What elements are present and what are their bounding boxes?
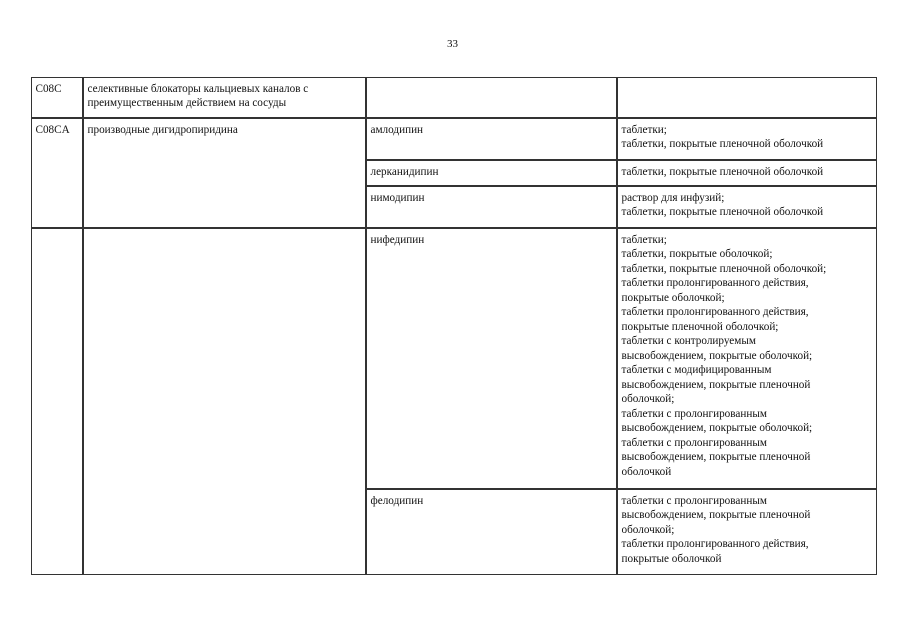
drug-name: нимодипин: [370, 191, 425, 204]
dosage-form-line: таблетки с контролируемым: [621, 335, 756, 347]
dosage-form-cell: [617, 77, 877, 118]
dosage-form-cell: [617, 118, 877, 160]
dosage-form-line: таблетки с пролонгированным: [621, 407, 767, 420]
atc-code: C08C: [35, 82, 62, 95]
atc-group-line: селективные блокаторы кальциевых каналов с: [87, 82, 309, 95]
atc-group-cell: [83, 118, 366, 228]
dosage-form-line: таблетки пролонгированного действия,: [621, 538, 809, 550]
atc-group-line: производные дигидропиридина: [87, 123, 238, 136]
drug-name-cell: [366, 489, 617, 575]
dosage-form-line: таблетки с модифицированным: [621, 364, 772, 376]
dosage-form-line: высвобождением, покрытые пленочной: [621, 509, 811, 521]
dosage-form-line: раствор для инфузий;: [621, 191, 725, 204]
atc-code: C08CA: [35, 123, 70, 136]
drug-name-cell: [366, 118, 617, 160]
atc-code-cell: [31, 118, 83, 228]
dosage-form-line: таблетки с пролонгированным: [621, 494, 767, 507]
dosage-form-line: таблетки с пролонгированным: [621, 436, 767, 449]
dosage-form-line: оболочкой;: [621, 393, 675, 405]
atc-group-line: преимущественным действием на сосуды: [87, 97, 287, 109]
dosage-form-line: таблетки, покрытые пленочной оболочкой: [621, 165, 824, 178]
drug-name-cell: [366, 77, 617, 118]
drug-name-cell: [366, 186, 617, 228]
atc-group-cell: [83, 228, 366, 575]
atc-group-cell: [83, 77, 366, 118]
drug-name-cell: [366, 228, 617, 489]
dosage-form-line: таблетки пролонгированного действия,: [621, 306, 809, 318]
dosage-form-line: оболочкой;: [621, 523, 675, 536]
dosage-form-line: таблетки, покрытые пленочной оболочкой;: [621, 262, 827, 275]
dosage-form-line: высвобождением, покрытые оболочкой;: [621, 422, 813, 434]
dosage-form-line: покрытые оболочкой;: [621, 291, 725, 304]
dosage-form-line: таблетки, покрытые пленочной оболочкой: [621, 138, 824, 150]
dosage-form-line: таблетки пролонгированного действия,: [621, 277, 809, 289]
drug-name-cell: [366, 160, 617, 186]
drug-name: фелодипин: [370, 494, 424, 507]
page-number: 33: [447, 38, 458, 50]
dosage-form-line: таблетки, покрытые оболочкой;: [621, 248, 773, 260]
dosage-form-cell: [617, 186, 877, 228]
dosage-form-line: покрытые пленочной оболочкой;: [621, 320, 779, 333]
drug-name: лерканидипин: [370, 165, 439, 178]
dosage-form-cell: [617, 160, 877, 186]
dosage-form-line: высвобождением, покрытые пленочной: [621, 378, 811, 391]
dosage-form-cell: [617, 489, 877, 575]
dosage-form-line: оболочкой: [621, 465, 672, 478]
drug-name: нифедипин: [370, 233, 425, 246]
dosage-form-line: таблетки;: [621, 233, 667, 246]
atc-code-cell: [31, 228, 83, 575]
drug-classification-table: [31, 77, 877, 575]
dosage-form-line: высвобождением, покрытые пленочной: [621, 451, 811, 463]
dosage-form-line: таблетки;: [621, 123, 667, 136]
atc-code-cell: [31, 77, 83, 118]
dosage-form-line: таблетки, покрытые пленочной оболочкой: [621, 206, 824, 218]
dosage-form-cell: [617, 228, 877, 489]
dosage-form-line: высвобождением, покрытые оболочкой;: [621, 349, 813, 362]
dosage-form-line: покрытые оболочкой: [621, 552, 722, 565]
drug-name: амлодипин: [370, 123, 424, 136]
